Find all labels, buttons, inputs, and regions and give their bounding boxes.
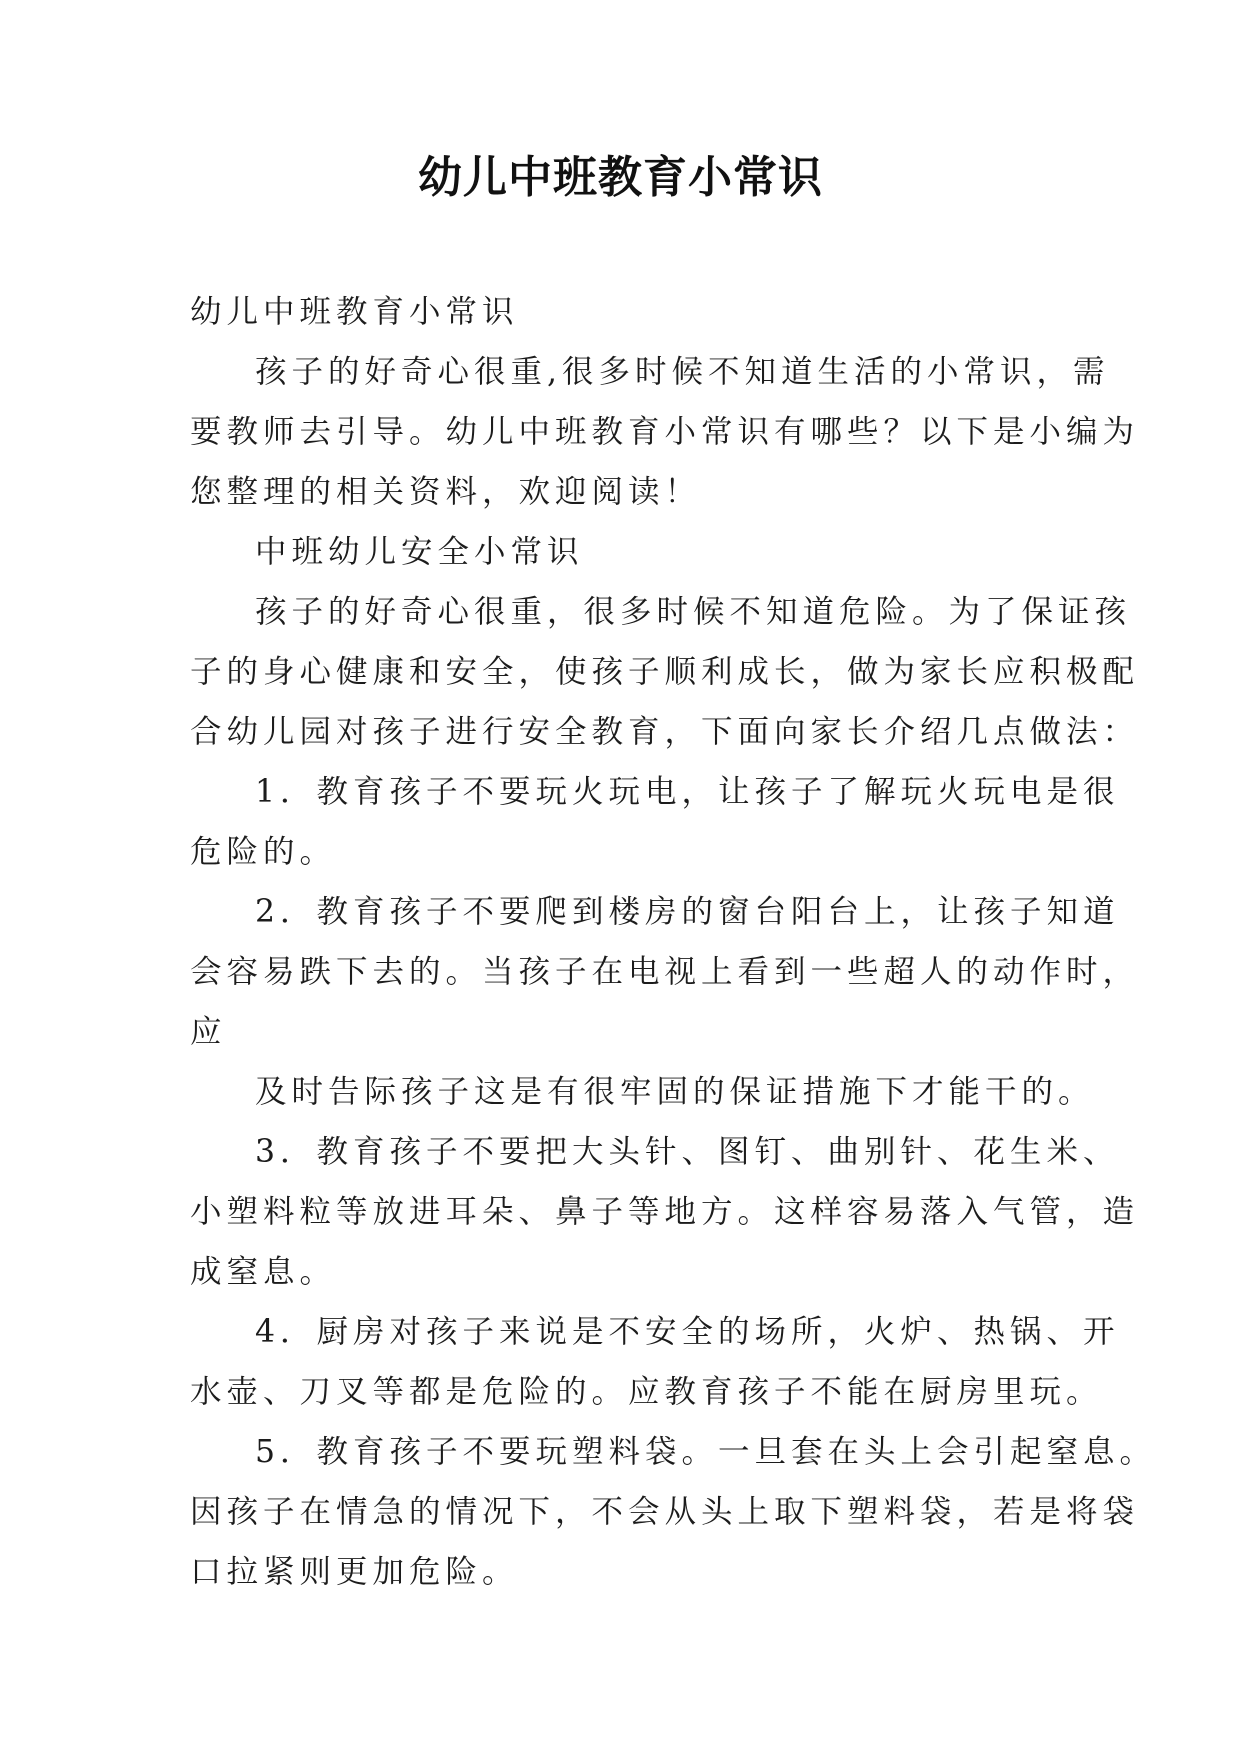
text-line: 要教师去引导。幼儿中班教育小常识有哪些？以下是小编为 bbox=[190, 414, 1140, 450]
text-line: 幼儿中班教育小常识 bbox=[190, 294, 519, 330]
text-line: 小塑料粒等放进耳朵、鼻子等地方。这样容易落入气管，造 bbox=[190, 1194, 1140, 1230]
text-line: 您整理的相关资料，欢迎阅读！ bbox=[190, 474, 702, 510]
text-line: 及时告际孩子这是有很牢固的保证措施下才能干的。 bbox=[255, 1074, 1095, 1110]
text-line: 孩子的好奇心很重,很多时候不知道生活的小常识，需 bbox=[255, 354, 1110, 390]
text-line: 口拉紧则更加危险。 bbox=[190, 1554, 519, 1590]
text-line: 应 bbox=[190, 1014, 227, 1050]
list-item-text: 5．教育孩子不要玩塑料袋。一旦套在头上会引起窒息。 bbox=[255, 1434, 1157, 1470]
document-title: 幼儿中班教育小常识 bbox=[418, 152, 823, 203]
text-line: 因孩子在情急的情况下，不会从头上取下塑料袋，若是将袋 bbox=[190, 1494, 1140, 1530]
text-line: 成窒息。 bbox=[190, 1254, 337, 1290]
list-item-text: 1．教育孩子不要玩火玩电，让孩子了解玩火玩电是很 bbox=[255, 774, 1120, 810]
list-item-text: 2．教育孩子不要爬到楼房的窗台阳台上，让孩子知道 bbox=[255, 894, 1120, 930]
list-item-text: 4．厨房对孩子来说是不安全的场所，火炉、热锅、开 bbox=[255, 1314, 1120, 1350]
text-line: 孩子的好奇心很重，很多时候不知道危险。为了保证孩 bbox=[255, 594, 1132, 630]
text-line: 危险的。 bbox=[190, 834, 337, 870]
document-body bbox=[190, 282, 1157, 1602]
text-line: 子的身心健康和安全，使孩子顺利成长，做为家长应积极配 bbox=[190, 654, 1140, 690]
section-heading: 中班幼儿安全小常识 bbox=[255, 534, 584, 570]
text-line: 会容易跌下去的。当孩子在电视上看到一些超人的动作时， bbox=[190, 954, 1140, 990]
list-item-text: 3．教育孩子不要把大头针、图钉、曲别针、花生米、 bbox=[255, 1134, 1120, 1170]
text-line: 水壶、刀叉等都是危险的。应教育孩子不能在厨房里玩。 bbox=[190, 1374, 1103, 1410]
text-line: 合幼儿园对孩子进行安全教育，下面向家长介绍几点做法： bbox=[190, 714, 1140, 750]
